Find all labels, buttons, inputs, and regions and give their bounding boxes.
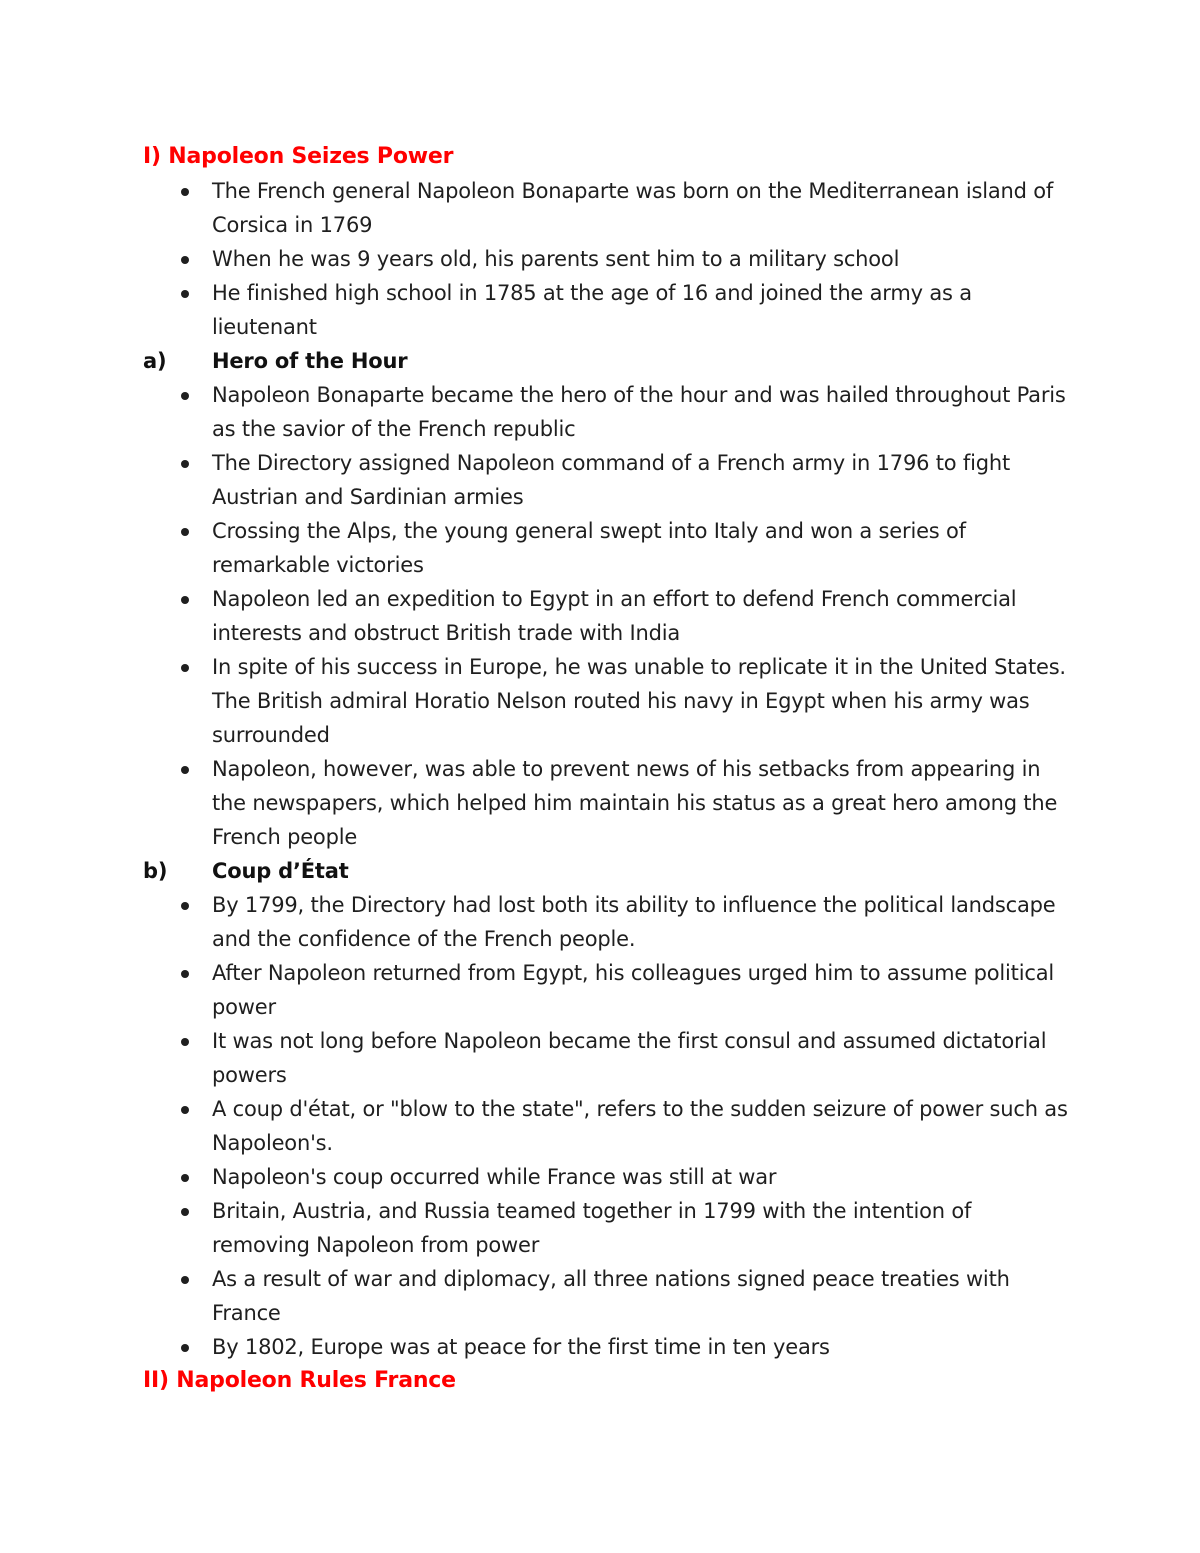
list-item-text: Napoleon Bonaparte became the hero of the hour and was hailed throughout Paris as the savior of the French republic	[212, 383, 1066, 441]
list-item	[143, 752, 1073, 854]
bullet-icon	[181, 1276, 189, 1284]
list-item	[143, 378, 1073, 446]
list-item	[143, 514, 1073, 582]
subsection-marker: a)	[143, 349, 167, 373]
list-item	[143, 276, 1073, 344]
list-item-text: Napoleon's coup occurred while France was still at war	[212, 1165, 777, 1189]
list-item	[143, 1194, 1073, 1262]
bullet-icon	[181, 392, 189, 400]
bullet-icon	[181, 1208, 189, 1216]
bullet-icon	[181, 1344, 189, 1352]
list-item-text: The French general Napoleon Bonaparte was born on the Mediterranean island of Corsica in 1769	[212, 179, 1054, 237]
list-item-text: By 1802, Europe was at peace for the first time in ten years	[212, 1335, 830, 1359]
subsection-heading	[143, 854, 1073, 888]
list-item-text: In spite of his success in Europe, he was unable to replicate it in the United States. The British admiral Horatio Nelson routed his navy in Egypt when his army was surrounded	[212, 655, 1066, 747]
list-item	[143, 1024, 1073, 1092]
list-item	[143, 446, 1073, 514]
list-item	[143, 582, 1073, 650]
list-item	[143, 888, 1073, 956]
list-item-text: When he was 9 years old, his parents sent him to a military school	[212, 247, 900, 271]
bullet-icon	[181, 1174, 189, 1182]
bullet-list	[143, 378, 1073, 854]
bullet-icon	[181, 902, 189, 910]
subsection-marker: b)	[143, 859, 168, 883]
document-content	[143, 140, 1073, 1398]
bullet-icon	[181, 188, 189, 196]
bullet-icon	[181, 766, 189, 774]
list-item	[143, 1160, 1073, 1194]
bullet-icon	[181, 290, 189, 298]
list-item	[143, 1330, 1073, 1364]
list-item	[143, 174, 1073, 242]
list-item-text: A coup d'état, or "blow to the state", refers to the sudden seizure of power such as Napoleon's.	[212, 1097, 1068, 1155]
list-item-text: Crossing the Alps, the young general swept into Italy and won a series of remarkable victories	[212, 519, 966, 577]
subsection-title: Coup d’État	[212, 859, 349, 883]
section-heading: I) Napoleon Seizes Power	[143, 144, 454, 169]
list-item-text: Napoleon led an expedition to Egypt in an effort to defend French commercial interests and obstruct British trade with India	[212, 587, 1017, 645]
bullet-icon	[181, 596, 189, 604]
list-item-text: Napoleon, however, was able to prevent news of his setbacks from appearing in the newspapers, which helped him maintain his status as a great hero among the French people	[212, 757, 1058, 849]
bullet-icon	[181, 970, 189, 978]
section-heading: II) Napoleon Rules France	[143, 1368, 456, 1393]
list-item-text: As a result of war and diplomacy, all three nations signed peace treaties with France	[212, 1267, 1010, 1325]
bullet-icon	[181, 460, 189, 468]
bullet-list	[143, 888, 1073, 1364]
bullet-icon	[181, 1106, 189, 1114]
bullet-icon	[181, 664, 189, 672]
list-item-text: Britain, Austria, and Russia teamed together in 1799 with the intention of removing Napoleon from power	[212, 1199, 972, 1257]
list-item	[143, 956, 1073, 1024]
bullet-icon	[181, 1038, 189, 1046]
list-item-text: After Napoleon returned from Egypt, his colleagues urged him to assume political power	[212, 961, 1054, 1019]
list-item	[143, 650, 1073, 752]
list-item-text: He finished high school in 1785 at the age of 16 and joined the army as a lieutenant	[212, 281, 972, 339]
list-item	[143, 1262, 1073, 1330]
list-item	[143, 1092, 1073, 1160]
bullet-icon	[181, 528, 189, 536]
list-item-text: The Directory assigned Napoleon command of a French army in 1796 to fight Austrian and Sardinian armies	[212, 451, 1011, 509]
bullet-list	[143, 174, 1073, 344]
subsection-heading	[143, 344, 1073, 378]
bullet-icon	[181, 256, 189, 264]
list-item-text: By 1799, the Directory had lost both its ability to influence the political landscape and the confidence of the French people.	[212, 893, 1056, 951]
list-item-text: It was not long before Napoleon became the first consul and assumed dictatorial powers	[212, 1029, 1047, 1087]
subsection-title: Hero of the Hour	[212, 349, 408, 373]
list-item	[143, 242, 1073, 276]
